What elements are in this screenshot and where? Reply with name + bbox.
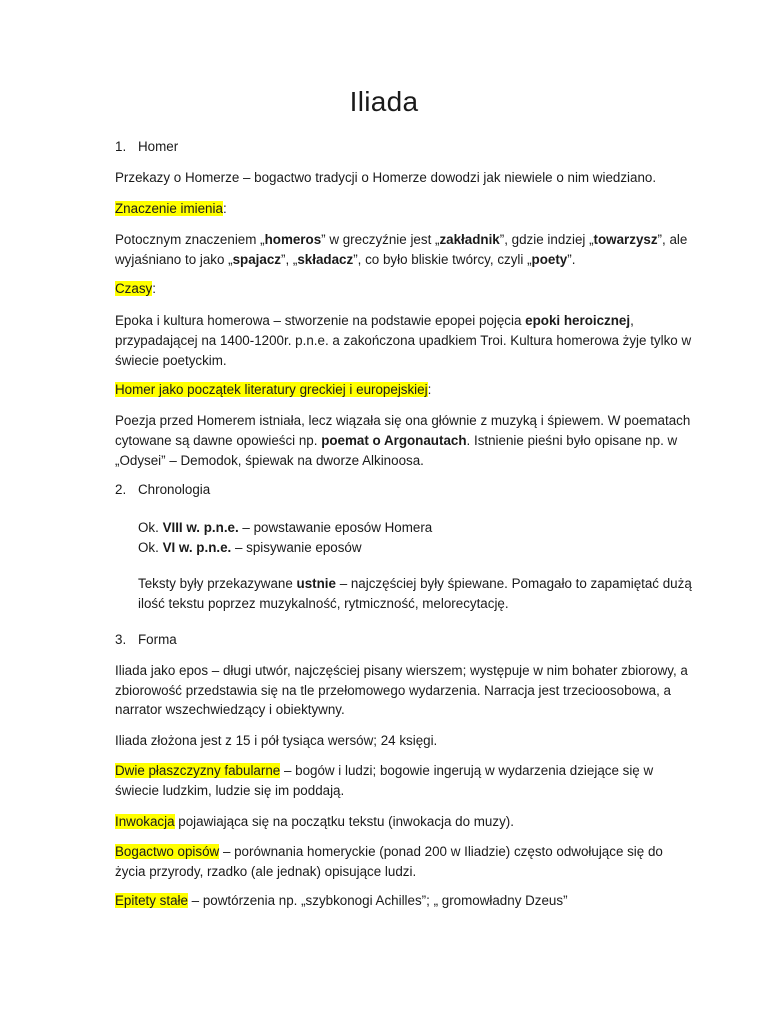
- paragraph-poczatek-line-3: „Odysei” – Demodok, śpiewak na dworze Alkinoosa.: [115, 453, 424, 468]
- paragraph-czasy-line-3: świecie poetyckim.: [115, 353, 227, 368]
- highlighted-label: Czasy: [115, 281, 153, 296]
- paragraph-dwie-line-1: Dwie płaszczyzny fabularne – bogów i ludzi; bogowie ingerują w wydarzenia dziejące się w: [115, 763, 654, 778]
- chronology-line-2: Ok. VI w. p.n.e. – spisywanie eposów: [138, 540, 362, 555]
- highlighted-label: Bogactwo opisów: [115, 844, 220, 859]
- paragraph-zlozona: Iliada złożona jest z 15 i pół tysiąca wersów; 24 księgi.: [115, 733, 438, 748]
- paragraph-epos-line-2: zbiorowość przedstawia się na tle przełomowego wydarzenia. Narracja jest trzecioosobowa, a: [115, 683, 671, 698]
- paragraph-epos-line-3: narrator wszechwiedzący i obiektywny.: [115, 702, 345, 717]
- highlighted-label: Homer jako początek literatury greckiej i europejskiej: [115, 382, 428, 397]
- paragraph-czasy-line-1: Epoka i kultura homerowa – stworzenie na podstawie epopei pojęcia epoki heroicznej,: [115, 313, 634, 328]
- section-heading-forma: [115, 630, 680, 650]
- paragraph-imienia-line-1: Potocznym znaczeniem „homeros” w greczyźnie jest „zakładnik”, gdzie indziej „towarzysz”, ale: [115, 232, 688, 247]
- section-number: 2.: [115, 482, 127, 497]
- section-heading-chronologia: [115, 480, 680, 500]
- paragraph-teksty-line-2: ilość tekstu poprzez muzykalność, rytmiczność, melorecytację.: [138, 596, 509, 611]
- subheading-poczatek: Homer jako początek literatury greckiej i europejskiej:: [115, 382, 432, 397]
- document-title: Iliada: [349, 86, 419, 117]
- subheading-czasy: Czasy:: [115, 281, 156, 296]
- paragraph-bogactwo-line-1: Bogactwo opisów – porównania homeryckie (ponad 200 w Iliadzie) często odwołujące się do: [115, 844, 663, 859]
- paragraph-czasy-line-2: przypadającej na 1400-1200r. p.n.e. a zakończona upadkiem Troi. Kultura homerowa żyje tylko w: [115, 333, 692, 348]
- section-number: 3.: [115, 632, 127, 647]
- paragraph-poczatek-line-2: cytowane są dawne opowieści np. poemat o Argonautach. Istnienie pieśni było opisane np. w: [115, 433, 678, 448]
- section-title: Homer: [138, 139, 179, 154]
- highlighted-label: Epitety stałe: [115, 893, 188, 908]
- paragraph-imienia-line-2: wyjaśniano to jako „spajacz”, „składacz”, co było bliskie twórcy, czyli „poety”.: [115, 252, 576, 267]
- section-title: Forma: [138, 632, 177, 647]
- chronology-line-1: Ok. VIII w. p.n.e. – powstawanie eposów Homera: [138, 520, 433, 535]
- highlighted-label: Znaczenie imienia: [115, 201, 223, 216]
- section-heading-homer: [115, 137, 680, 157]
- paragraph-epitety: Epitety stałe – powtórzenia np. „szybkonogi Achilles”; „ gromowładny Dzeus”: [115, 893, 568, 908]
- paragraph-epos-line-1: Iliada jako epos – długi utwór, najczęściej pisany wierszem; występuje w nim bohater zbiorowy, a: [115, 663, 688, 678]
- paragraph-inwokacja: Inwokacja pojawiająca się na początku tekstu (inwokacja do muzy).: [115, 814, 514, 829]
- section-number: 1.: [115, 139, 127, 154]
- highlighted-label: Inwokacja: [115, 814, 175, 829]
- paragraph-teksty-line-1: Teksty były przekazywane ustnie – najczęściej były śpiewane. Pomagało to zapamiętać dużą: [138, 576, 692, 591]
- section-title: Chronologia: [138, 482, 211, 497]
- subheading-imienia: Znaczenie imienia:: [115, 201, 227, 216]
- paragraph-przekazy: Przekazy o Homerze – bogactwo tradycji o Homerze dowodzi jak niewiele o nim wiedziano.: [115, 170, 657, 185]
- highlighted-label: Dwie płaszczyzny fabularne: [115, 763, 281, 778]
- paragraph-bogactwo-line-2: życia przyrody, rzadko (ale jednak) opisujące ludzi.: [115, 864, 417, 879]
- paragraph-poczatek-line-1: Poezja przed Homerem istniała, lecz wiązała się ona głównie z muzyką i śpiewem. W poematach: [115, 413, 691, 428]
- paragraph-dwie-line-2: świecie ludzkim, ludzie się im poddają.: [115, 783, 345, 798]
